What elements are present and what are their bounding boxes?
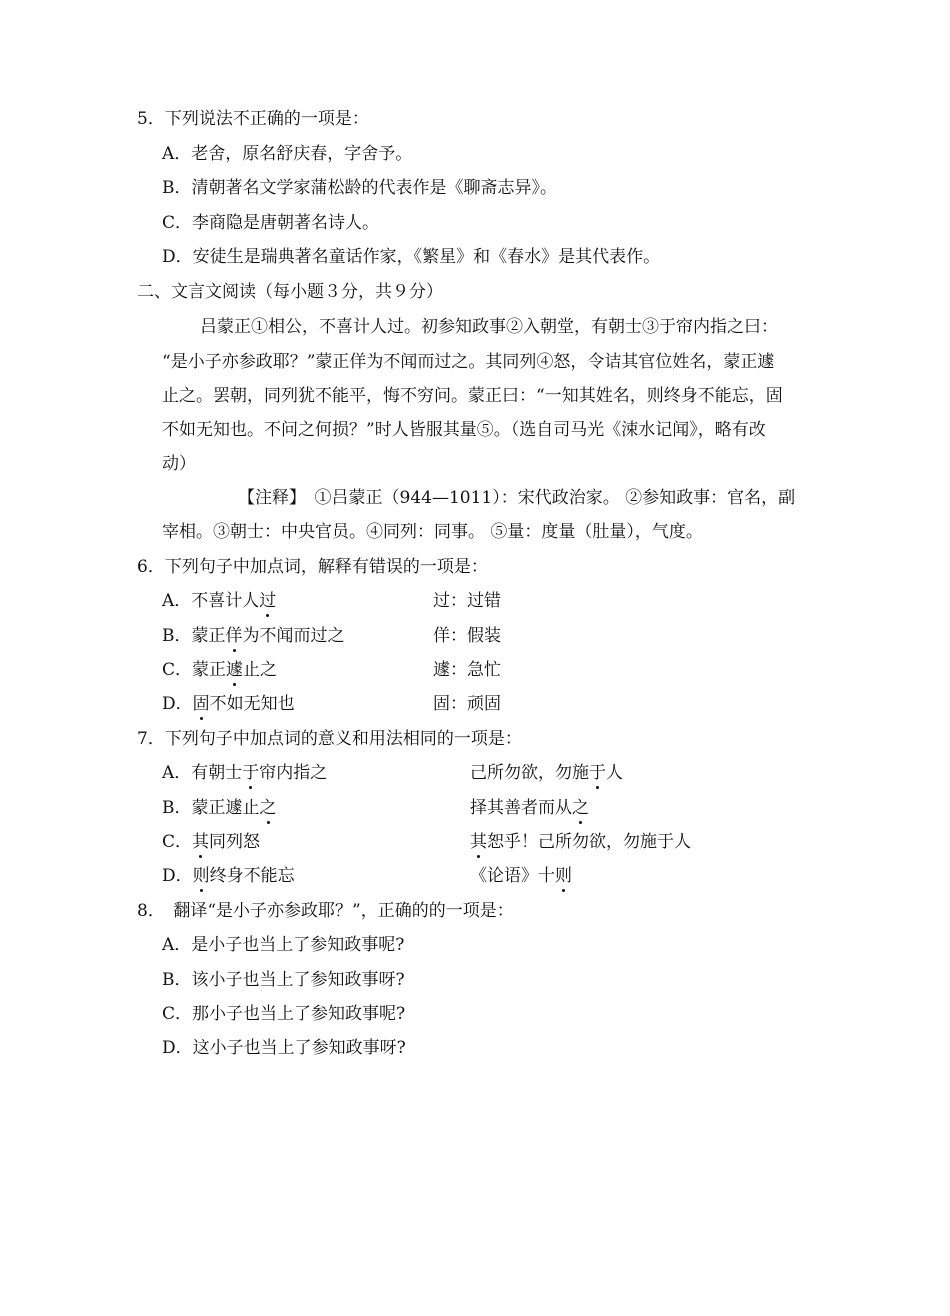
q8-stem: 8． 翻译“是小子亦参政耶？”，正确的的一项是： xyxy=(137,901,514,921)
dotted-word: 于 xyxy=(589,763,606,783)
dotted-word: 其 xyxy=(192,832,210,852)
q7-option-a xyxy=(162,762,327,786)
q5-option-b: B．清朝著名文学家蒲松龄的代表作是《聊斋志异》。 xyxy=(162,178,557,198)
q6-option-d xyxy=(162,693,295,717)
option-label: D． xyxy=(162,866,193,886)
q7-option-c xyxy=(162,831,260,855)
dotted-word: 之 xyxy=(259,798,277,818)
notes-line-1: 【注释】 ①吕蒙正（944—1011）：宋代政治家。 ②参知政事：官名，副 xyxy=(238,488,796,508)
q6-gloss-b: 佯：假装 xyxy=(433,626,501,646)
q6-option-c xyxy=(162,659,277,683)
compare-text: 恕乎！己所勿欲，勿施于人 xyxy=(487,832,691,852)
q7-compare-c xyxy=(470,831,691,853)
q6-option-b xyxy=(162,625,345,649)
passage-line-5: 动） xyxy=(162,454,196,474)
passage-line-1: 吕蒙正①相公，不喜计人过。初参知政事②入朝堂，有朝士③于帘内指之曰： xyxy=(200,317,778,337)
q7-compare-d xyxy=(470,865,572,887)
option-text: 蒙正 xyxy=(192,660,227,680)
q8-option-b: B．该小子也当上了参知政事呀? xyxy=(162,970,405,990)
option-label: D． xyxy=(162,694,193,714)
compare-text: 己所勿欲，勿施 xyxy=(470,763,589,783)
dotted-word: 固 xyxy=(192,694,210,714)
option-text: 蒙正遽止 xyxy=(191,798,260,818)
q5-option-c: C．李商隐是唐朝著名诗人。 xyxy=(162,213,380,233)
option-label: B． xyxy=(162,626,192,646)
option-label: A． xyxy=(162,591,192,611)
q6-gloss-c: 遽：急忙 xyxy=(433,660,501,680)
q6-option-a xyxy=(162,590,276,614)
notes-line-2: 宰相。③朝士：中央官员。④同列：同事。 ⑤量：度量（肚量），气度。 xyxy=(162,522,703,542)
option-label: B． xyxy=(162,798,192,818)
option-label: A． xyxy=(162,763,192,783)
compare-text: 人 xyxy=(606,763,623,783)
q6-gloss-d: 固：顽固 xyxy=(433,694,501,714)
q6-gloss-a: 过：过错 xyxy=(433,591,501,611)
option-text: 止之 xyxy=(243,660,278,680)
dotted-word: 其 xyxy=(470,832,487,852)
option-text: 有朝士 xyxy=(191,763,243,783)
section-title: 二、文言文阅读（每小题３分，共９分） xyxy=(137,282,443,302)
q7-compare-a xyxy=(470,762,623,784)
option-label: C． xyxy=(162,832,193,852)
q8-option-d: D．这小子也当上了参知政事呀? xyxy=(162,1038,406,1058)
option-label: C． xyxy=(162,660,193,680)
q5-option-d: D．安徒生是瑞典著名童话作家，《繁星》和《春水》是其代表作。 xyxy=(162,247,661,267)
q7-option-b xyxy=(162,797,277,821)
option-text: 蒙正 xyxy=(191,626,226,646)
compare-text: 《论语》十 xyxy=(470,866,555,886)
dotted-word: 则 xyxy=(192,866,210,886)
q8-option-a: A．是小子也当上了参知政事呢? xyxy=(162,935,405,955)
passage-line-4: 不如无知也。不问之何损？”时人皆服其量⑤。（选自司马光《涑水记闻》，略有改 xyxy=(162,420,766,440)
q6-stem: 6．下列句子中加点词，解释有错误的一项是： xyxy=(137,557,488,577)
option-text: 不喜计人 xyxy=(191,591,260,611)
option-text: 终身不能忘 xyxy=(209,866,295,886)
passage-line-3: 止之。罢朝，同列犹不能平，悔不穷问。蒙正曰：“一知其姓名，则终身不能忘，固 xyxy=(162,386,783,406)
compare-text: 择其善者而从 xyxy=(470,798,572,818)
dotted-word: 佯 xyxy=(225,626,243,646)
dotted-word: 之 xyxy=(572,798,589,818)
q5-stem: 5．下列说法不正确的一项是： xyxy=(137,109,369,129)
option-text: 不如无知也 xyxy=(209,694,295,714)
q5-option-a: A．老舍，原名舒庆春，字舍予。 xyxy=(162,144,413,164)
passage-line-2: “是小子亦参政耶？”蒙正佯为不闻而过之。其同列④怒，令诘其官位姓名，蒙正遽 xyxy=(162,352,775,372)
q7-stem: 7．下列句子中加点词的意义和用法相同的一项是： xyxy=(137,729,522,749)
option-text: 同列怒 xyxy=(209,832,261,852)
option-text: 为不闻而过之 xyxy=(242,626,345,646)
dotted-word: 遽 xyxy=(226,660,244,680)
q7-compare-b xyxy=(470,797,589,819)
q7-option-d xyxy=(162,865,295,889)
dotted-word: 于 xyxy=(242,763,260,783)
option-text: 帘内指之 xyxy=(259,763,328,783)
dotted-word: 过 xyxy=(259,591,277,611)
dotted-word: 则 xyxy=(555,866,572,886)
q8-option-c: C．那小子也当上了参知政事呢? xyxy=(162,1004,406,1024)
